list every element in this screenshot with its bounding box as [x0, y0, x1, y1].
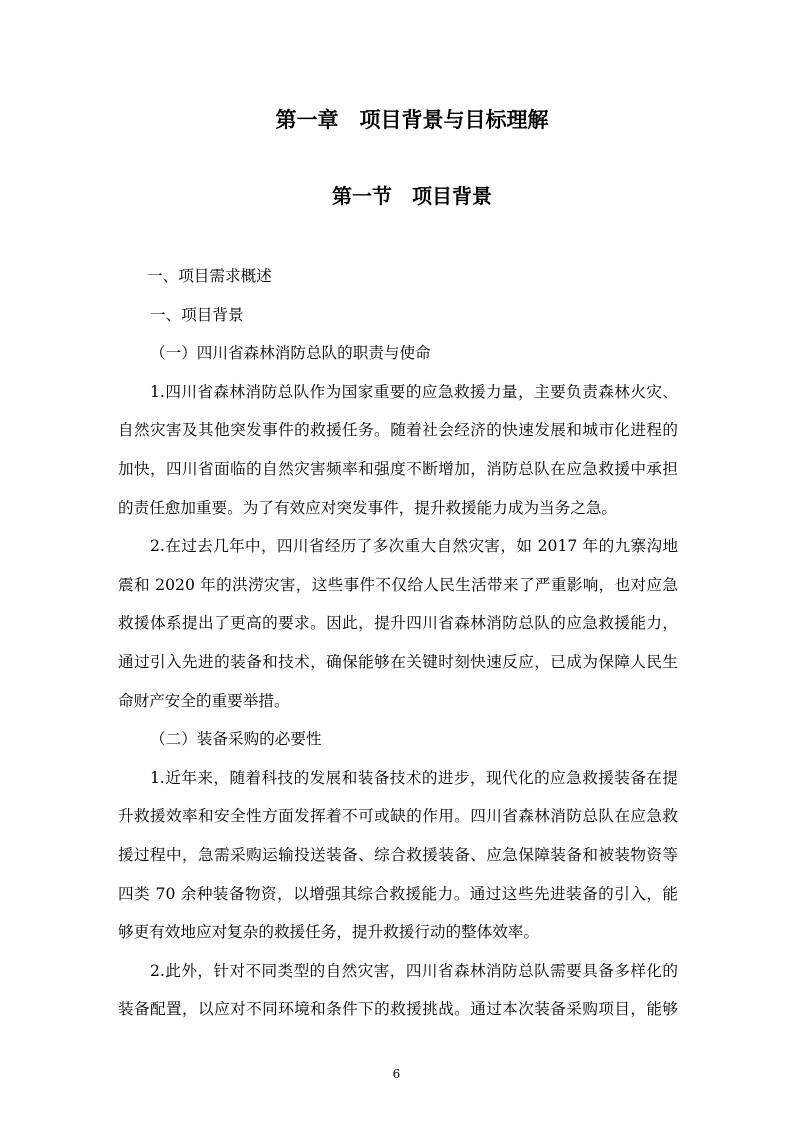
paragraph-line: 震和 2020 年的洪涝灾害，这些事件不仅给人民生活带来了严重影响，也对应急: [118, 575, 678, 594]
paragraph-line: 救援体系提出了更高的要求。因此，提升四川省森林消防总队的应急救援能力，: [118, 614, 678, 633]
paragraph-line: 的责任愈加重要。为了有效应对突发事件，提升救援能力成为当务之急。: [118, 498, 618, 517]
heading-requirement-overview: 一、项目需求概述: [147, 267, 272, 285]
chapter-title: 第一章 项目背景与目标理解: [275, 108, 549, 132]
paragraph-line: 自然灾害及其他突发事件的救援任务。随着社会经济的快速发展和城市化进程的: [118, 421, 678, 440]
paragraph-line: 援过程中，急需采购运输投送装备、综合救援装备、应急保障装备和被装物资等: [118, 845, 678, 864]
paragraph-line: 2.此外，针对不同类型的自然灾害，四川省森林消防总队需要具备多样化的: [150, 961, 678, 980]
paragraph-line: 通过引入先进的装备和技术，确保能够在关键时刻快速反应，已成为保障人民生: [118, 652, 678, 671]
body-text: [118, 257, 678, 1029]
paragraph-4: [118, 952, 678, 1029]
paragraph-line: 装备配置，以应对不同环境和条件下的救援挑战。通过本次装备采购项目，能够: [118, 1000, 678, 1019]
paragraph-line: 升救援效率和安全性方面发挥着不可或缺的作用。四川省森林消防总队在应急救: [118, 807, 678, 826]
paragraph-3: [118, 759, 678, 952]
paragraph-line: 1.四川省森林消防总队作为国家重要的应急救援力量，主要负责森林火灾、: [150, 382, 678, 401]
page-number: 6: [392, 1067, 401, 1081]
subheading-duties-mission: （一）四川省森林消防总队的职责与使命: [150, 344, 431, 363]
paragraph-line: 够更有效地应对复杂的救援任务，提升救援行动的整体效率。: [118, 923, 540, 942]
paragraph-2: [118, 527, 678, 720]
paragraph-line: 2.在过去几年中，四川省经历了多次重大自然灾害，如 2017 年的九寨沟地: [150, 537, 678, 556]
paragraph-1: [118, 373, 678, 527]
section-title: 第一节 项目背景: [332, 184, 492, 208]
paragraph-line: 1.近年来，随着科技的发展和装备技术的进步，现代化的应急救援装备在提: [150, 768, 678, 787]
paragraph-line: 四类 70 余种装备物资，以增强其综合救援能力。通过这些先进装备的引入，能: [118, 884, 678, 903]
paragraph-line: 命财产安全的重要举措。: [118, 691, 290, 710]
heading-project-background: 一、项目背景: [150, 305, 244, 324]
paragraph-line: 加快，四川省面临的自然灾害频率和强度不断增加，消防总队在应急救援中承担: [118, 459, 678, 478]
subheading-procurement-necessity: （二）装备采购的必要性: [150, 730, 322, 749]
